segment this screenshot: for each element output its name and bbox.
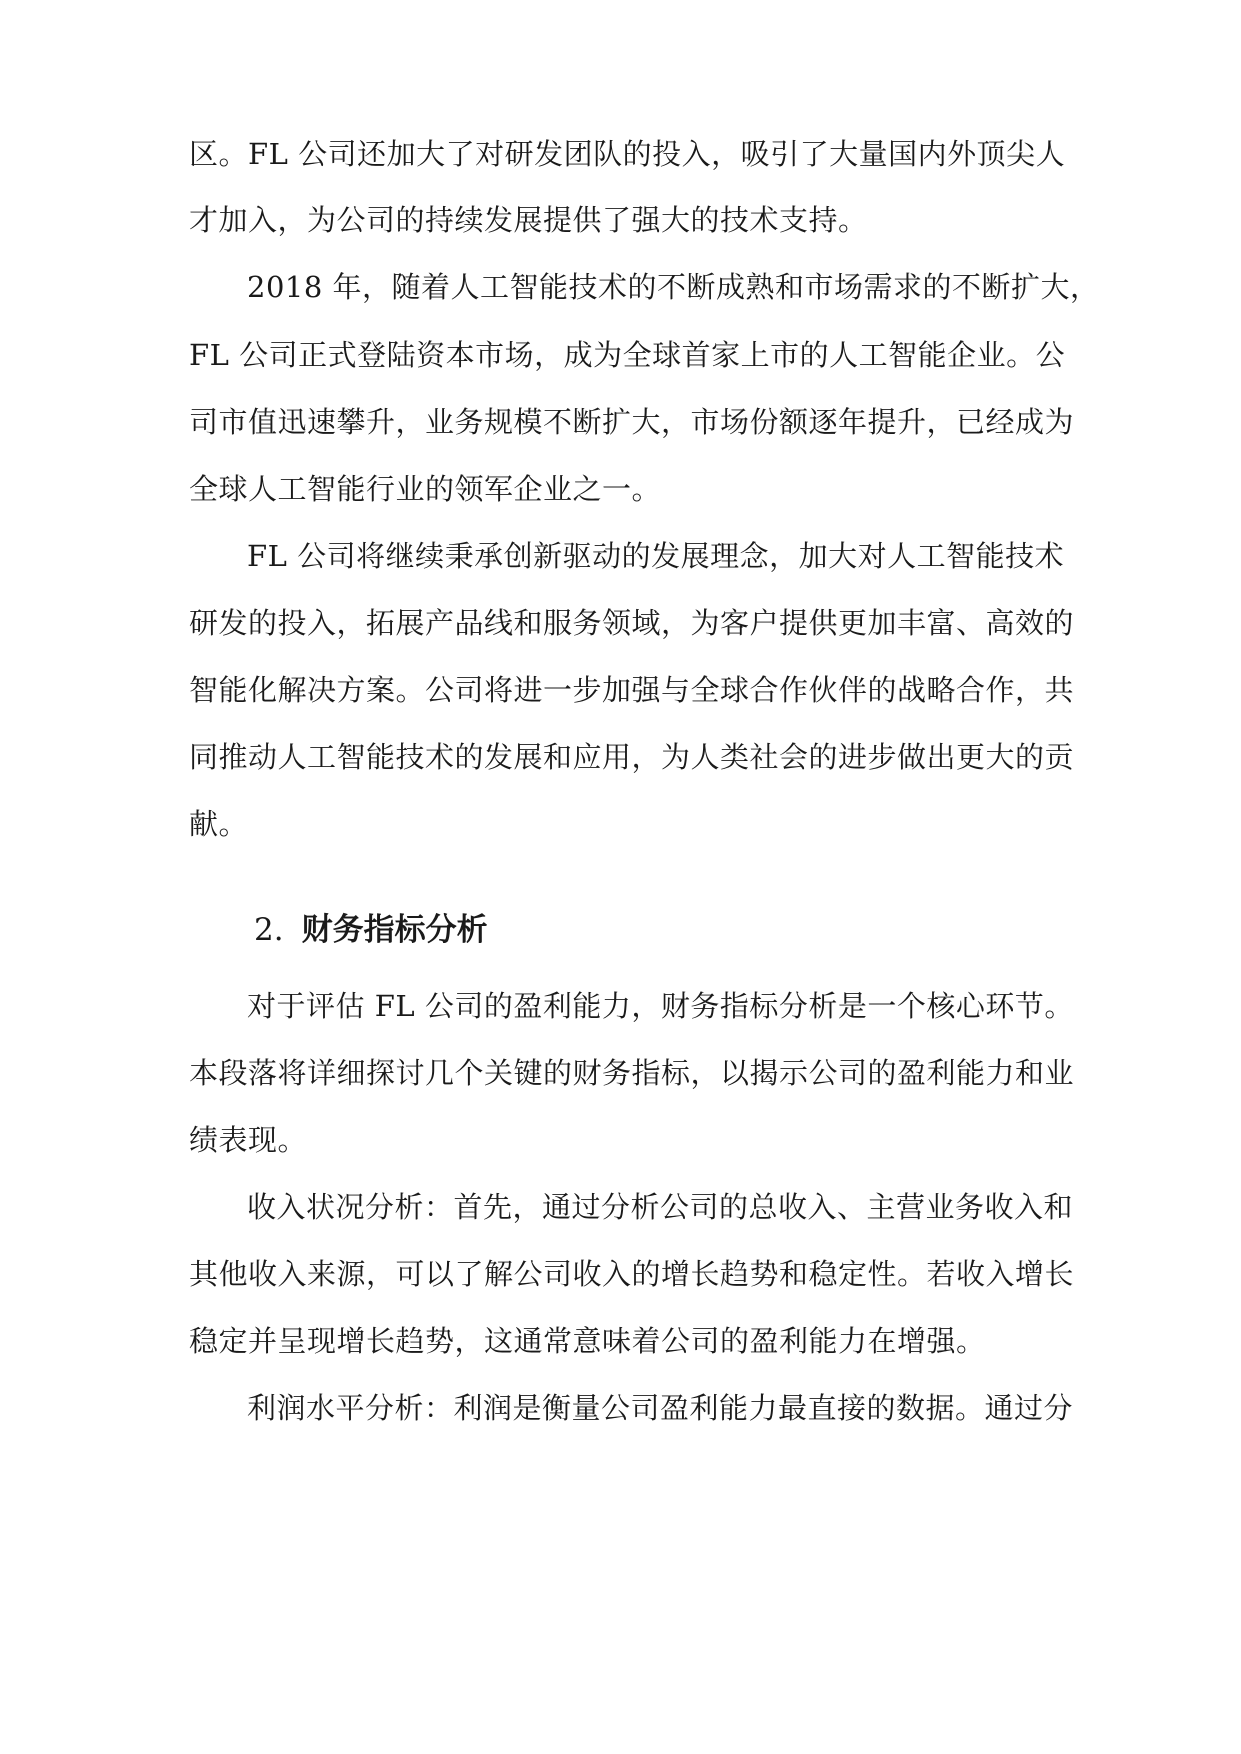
- paragraph-3-line-4: 同推动人工智能技术的发展和应用，为人类社会的进步做出更大的贡: [189, 740, 1075, 774]
- section-number: 2.: [254, 912, 284, 948]
- paragraph-5-line-1: 收入状况分析：首先，通过分析公司的总收入、主营业务收入和: [247, 1190, 1074, 1224]
- paragraph-3-line-2: 研发的投入，拓展产品线和服务领域，为客户提供更加丰富、高效的: [189, 606, 1075, 640]
- paragraph-4-line-2: 本段落将详细探讨几个关键的财务指标，以揭示公司的盈利能力和业: [189, 1056, 1075, 1090]
- paragraph-4-line-1: 对于评估 FL 公司的盈利能力，财务指标分析是一个核心环节。: [247, 989, 1074, 1023]
- paragraph-1-line-2: 才加入，为公司的持续发展提供了强大的技术支持。: [189, 203, 868, 237]
- paragraph-3-line-1: FL 公司将继续秉承创新驱动的发展理念，加大对人工智能技术: [247, 539, 1065, 573]
- section-heading: [254, 909, 488, 951]
- section-title: 财务指标分析: [301, 912, 488, 948]
- paragraph-3-line-5: 献。: [189, 807, 249, 841]
- paragraph-2-line-2: FL 公司正式登陆资本市场，成为全球首家上市的人工智能企业。公: [189, 338, 1066, 372]
- paragraph-3-line-3: 智能化解决方案。公司将进一步加强与全球合作伙伴的战略合作，共: [189, 673, 1075, 707]
- paragraph-4-line-3: 绩表现。: [189, 1123, 308, 1157]
- paragraph-2-line-3: 司市值迅速攀升，业务规模不断扩大，市场份额逐年提升，已经成为: [189, 405, 1075, 439]
- paragraph-2-line-4: 全球人工智能行业的领军企业之一。: [189, 472, 662, 506]
- paragraph-5-line-3: 稳定并呈现增长趋势，这通常意味着公司的盈利能力在增强。: [189, 1324, 986, 1358]
- paragraph-5-line-2: 其他收入来源，可以了解公司收入的增长趋势和稳定性。若收入增长: [189, 1257, 1075, 1291]
- paragraph-1-line-1: 区。FL 公司还加大了对研发团队的投入，吸引了大量国内外顶尖人: [189, 137, 1066, 171]
- paragraph-6-line-1: 利润水平分析：利润是衡量公司盈利能力最直接的数据。通过分: [247, 1391, 1074, 1425]
- paragraph-2-line-1: 2018 年，随着人工智能技术的不断成熟和市场需求的不断扩大，: [247, 270, 1100, 304]
